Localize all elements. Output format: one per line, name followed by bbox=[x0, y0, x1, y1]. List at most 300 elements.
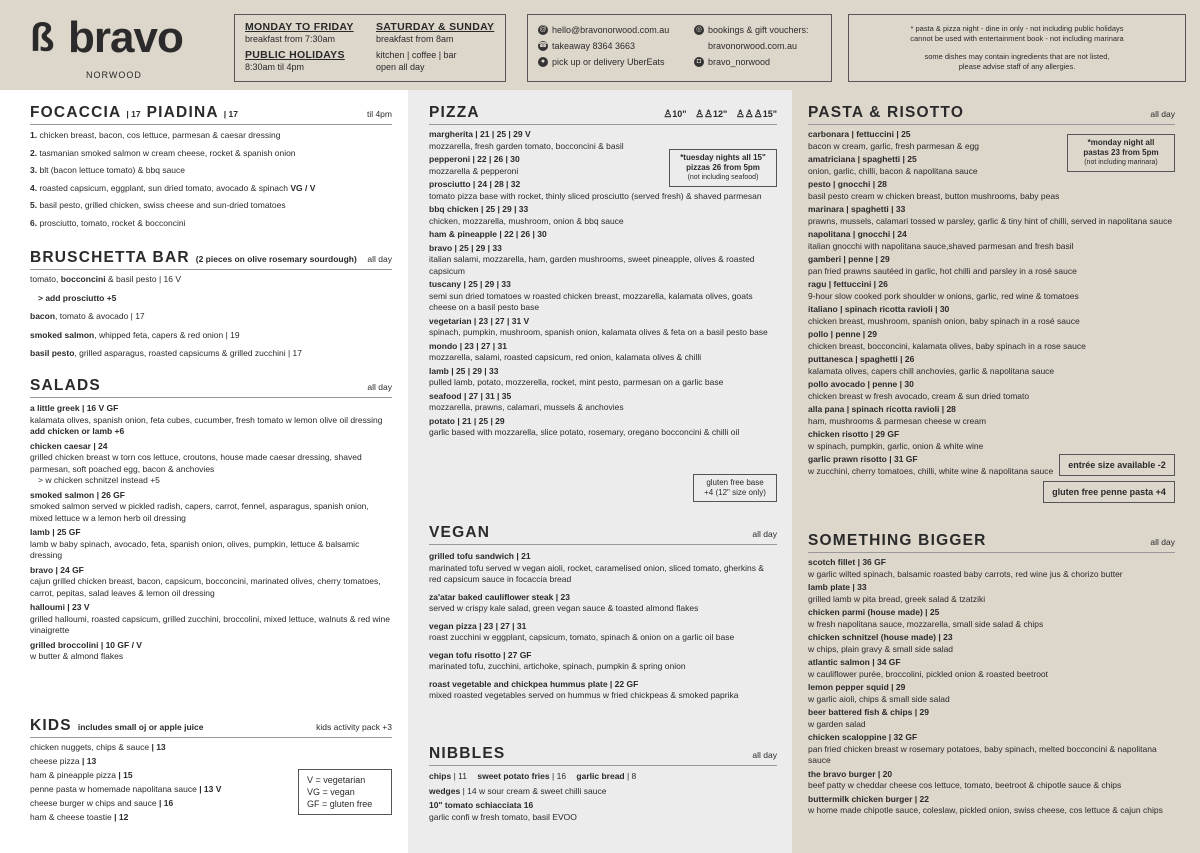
item-description: basil pesto, grilled chicken, swiss cheese and sun-dried tomatoes bbox=[39, 200, 286, 210]
item-description-text: marinated tofu, zucchini, artichoke, spinach, pumpkin & spring onion bbox=[429, 661, 686, 671]
item-name: smoked salmon bbox=[30, 329, 95, 340]
menu-item bbox=[808, 657, 1175, 680]
item-description bbox=[429, 661, 777, 673]
menu-item bbox=[808, 254, 1175, 277]
item-name: halloumi | 23 V bbox=[30, 602, 90, 612]
item-description-text: prawns, mussels, calamari tossed w parsley, garlic & tiny hint of chilli, served in napolitana sauce bbox=[808, 215, 1173, 226]
item-description-text: w chips, plain gravy & small side salad bbox=[808, 643, 954, 654]
item-name: italiano | spinach ricotta ravioli | 30 bbox=[808, 304, 950, 314]
item-name: amatriciana | spaghetti | 25 bbox=[808, 154, 917, 164]
nibble-schiacciata-price: 16 bbox=[523, 800, 534, 810]
item-text: , grilled asparagus, roasted capsicums & grilled zucchini | 17 bbox=[74, 348, 302, 358]
monday-promo-line3: (not including marinara) bbox=[1084, 159, 1158, 166]
item-description bbox=[429, 254, 777, 277]
nibble-sweet-potato-price: | 16 bbox=[552, 771, 567, 781]
item-price: | 12 bbox=[114, 812, 129, 822]
item-price: | 15 bbox=[118, 770, 133, 780]
location-label: NORWOOD bbox=[86, 70, 142, 80]
item-description-text: mozzarella, prawns, calamari, mussels & anchovies bbox=[429, 402, 624, 412]
item-number: 4. bbox=[30, 182, 38, 193]
vegan-hours: all day bbox=[752, 529, 777, 539]
item-name: ham & pineapple pizza bbox=[30, 770, 117, 780]
item-name: mondo | 23 | 27 | 31 bbox=[429, 340, 507, 351]
item-description bbox=[808, 216, 1175, 228]
opening-hours-box bbox=[234, 14, 506, 82]
nibble-wedges-desc: | 14 w sour cream & sweet chilli sauce bbox=[462, 785, 607, 796]
item-description bbox=[808, 316, 1175, 328]
note-line-2: cannot be used with entertainment book - not including marinara bbox=[910, 34, 1124, 43]
nibbles-list bbox=[429, 771, 777, 823]
item-extra: add chicken or lamb +6 bbox=[30, 426, 125, 436]
item-name: bacon bbox=[30, 311, 56, 321]
item-description bbox=[30, 539, 392, 562]
note-line-1: * pasta & pizza night - dine in only - not including public holidays bbox=[910, 24, 1124, 33]
tuesday-promo-line3: (not including seafood) bbox=[687, 174, 759, 181]
instagram-icon: ◘ bbox=[694, 57, 704, 67]
menu-item bbox=[429, 551, 777, 586]
item-name: ham & pineapple | 22 | 26 | 30 bbox=[429, 229, 547, 239]
item-name: tuscany | 25 | 29 | 33 bbox=[429, 279, 511, 289]
item-name: pollo avocado | penne | 30 bbox=[808, 379, 914, 389]
location-pin-icon: ● bbox=[538, 57, 548, 67]
item-description-text: w butter & almond flakes bbox=[30, 651, 124, 661]
item-name: scotch fillet | 36 GF bbox=[808, 557, 886, 567]
item-description-text: pan fried chicken breast w rosemary potatoes, baby spinach, melted bocconcini & napolitana sauce bbox=[808, 743, 1157, 765]
item-description bbox=[30, 501, 392, 524]
legend-gluten-free: GF = gluten free bbox=[307, 799, 373, 809]
item-name: a little greek | 16 V GF bbox=[30, 403, 119, 413]
item-description bbox=[808, 391, 1175, 403]
instagram-link[interactable]: bravo_norwood bbox=[708, 57, 771, 67]
focaccia-price: | 17 bbox=[126, 109, 141, 119]
menu-item bbox=[429, 279, 777, 314]
column-middle bbox=[408, 90, 792, 853]
menu-item bbox=[429, 229, 777, 241]
item-name: bravo | 24 GF bbox=[30, 564, 84, 575]
dietary-legend bbox=[298, 769, 392, 815]
item-price: | 16 bbox=[159, 798, 174, 808]
header-bar bbox=[0, 0, 1200, 90]
item-description bbox=[808, 694, 1175, 706]
monday-promo-line2: pastas 23 from 5pm bbox=[1083, 148, 1159, 157]
size-12: 12" bbox=[713, 109, 728, 119]
gluten-free-base-box bbox=[693, 474, 777, 502]
item-name: chicken scaloppine | 32 GF bbox=[808, 732, 918, 742]
menu-item bbox=[429, 679, 777, 702]
kids-title: KIDS bbox=[30, 717, 72, 734]
salads-section bbox=[30, 377, 392, 666]
menu-item bbox=[429, 243, 777, 278]
item-description-text: onion, garlic, chilli, bacon & napolitana sauce bbox=[808, 165, 978, 176]
monday-promo-box bbox=[1067, 134, 1175, 172]
item-description: chicken breast, bacon, cos lettuce, parmesan & caesar dressing bbox=[39, 130, 281, 140]
item-description: tasmanian smoked salmon w cream cheese, rocket & spanish onion bbox=[39, 147, 296, 158]
menu-item bbox=[30, 274, 392, 286]
item-description-text: chicken breast, bocconcini, kalamata olives, baby spinach in a rose sauce bbox=[808, 340, 1086, 351]
focaccia-section bbox=[30, 104, 392, 235]
menu-item bbox=[429, 621, 777, 644]
vegan-section bbox=[429, 524, 777, 708]
item-name: buttermilk chicken burger | 22 bbox=[808, 793, 929, 804]
item-description-text: beef patty w cheddar cheese cos lettuce, tomato, beetroot & chipotle sauce & chips bbox=[808, 780, 1122, 790]
item-description-text: w garlic wilted spinach, balsamic roasted baby carrots, red wine jus & chorizo butter bbox=[808, 568, 1123, 579]
item-description bbox=[808, 644, 1175, 656]
item-name: atlantic salmon | 34 GF bbox=[808, 657, 901, 667]
kids-section bbox=[30, 717, 392, 826]
gf-base-line2: +4 (12" size only) bbox=[704, 488, 766, 497]
phone-link[interactable]: takeaway 8364 3663 bbox=[552, 41, 636, 51]
item-name: napolitana | gnocchi | 24 bbox=[808, 229, 907, 239]
item-description-text: semi sun dried tomatoes w roasted chicken breast, mozzarella, kalamata olives, goats cheese on a basil pesto base bbox=[429, 290, 753, 312]
menu-item bbox=[429, 416, 777, 439]
nibble-garlic-bread-price: | 8 bbox=[626, 771, 637, 781]
nibble-sweet-potato: sweet potato fries bbox=[477, 771, 550, 781]
item-text: , tomato & avocado | 17 bbox=[55, 311, 145, 321]
menu-item bbox=[808, 329, 1175, 352]
item-description bbox=[429, 632, 777, 644]
entree-size-box: entrée size available -2 bbox=[1059, 454, 1175, 476]
item-name: vegan pizza | 23 | 27 | 31 bbox=[429, 620, 527, 631]
item-description-text: w home made chipotle sauce, coleslaw, pickled onion, swiss cheese, cos lettuce & cajun chips bbox=[808, 805, 1163, 815]
menu-item bbox=[429, 366, 777, 389]
item-description-text: served w crispy kale salad, green vegan sauce & toasted almond flakes bbox=[429, 603, 699, 613]
nibble-chips-price: | 11 bbox=[453, 771, 467, 781]
menu-item bbox=[30, 183, 392, 195]
website-link[interactable]: bravonorwood.com.au bbox=[708, 41, 798, 51]
item-name: lemon pepper squid | 29 bbox=[808, 682, 906, 692]
menu-item bbox=[429, 341, 777, 364]
item-description bbox=[808, 191, 1175, 203]
weekdays-text: breakfast from 7:30am bbox=[245, 34, 336, 44]
logo-mark: ß bbox=[30, 16, 55, 60]
weekend-title: SATURDAY & SUNDAY bbox=[376, 21, 495, 33]
weekdays-title: MONDAY TO FRIDAY bbox=[245, 21, 354, 33]
item-name: bravo | 25 | 29 | 33 bbox=[429, 242, 502, 253]
item-description-text: roast zucchini w eggplant, capsicum, tomato, spinach & onion on a garlic oil base bbox=[429, 632, 735, 642]
item-number: 6. bbox=[30, 217, 38, 228]
menu-item bbox=[30, 165, 392, 177]
item-description bbox=[808, 266, 1175, 278]
item-description-text: w fresh napolitana sauce, mozzarella, small side salad & chips bbox=[808, 618, 1044, 629]
item-description bbox=[808, 291, 1175, 303]
item-name: cheese burger w chips and sauce bbox=[30, 798, 157, 808]
focaccia-hours: til 4pm bbox=[366, 109, 392, 119]
item-name: vegan tofu risotto | 27 GF bbox=[429, 649, 532, 660]
tuesday-promo-line1: *tuesday nights all 15" bbox=[680, 153, 766, 162]
menu-item bbox=[429, 204, 777, 227]
nibble-schiacciata-desc: garlic confi w fresh tomato, basil EVOO bbox=[429, 811, 577, 822]
item-text: tomato, bbox=[30, 274, 61, 284]
item-price: | 13 bbox=[151, 742, 166, 752]
menu-item bbox=[808, 632, 1175, 655]
notes-box bbox=[848, 14, 1186, 82]
item-description-text: 9-hour slow cooked pork shoulder w onions, garlic, red wine & tomatoes bbox=[808, 290, 1079, 301]
item-name: beer battered fish & chips | 29 bbox=[808, 707, 929, 717]
item-description-text: italian gnocchi with napolitana sauce,shaved parmesan and fresh basil bbox=[808, 240, 1074, 251]
item-description bbox=[30, 576, 392, 599]
menu-item bbox=[30, 148, 392, 160]
item-description-text: w garden salad bbox=[808, 718, 866, 729]
item-name: lamb | 25 | 29 | 33 bbox=[429, 365, 499, 376]
menu-item bbox=[30, 742, 392, 754]
menu-item bbox=[30, 565, 392, 600]
menu-item bbox=[30, 293, 392, 305]
item-description-text: mozzarella, fresh garden tomato, bocconcini & basil bbox=[429, 140, 624, 151]
email-link[interactable]: hello@bravonorwood.com.au bbox=[552, 25, 670, 35]
item-description bbox=[429, 352, 777, 364]
item-name: the bravo burger | 20 bbox=[808, 768, 893, 779]
item-name: alla pana | spinach ricotta ravioli | 28 bbox=[808, 404, 956, 414]
menu-item bbox=[30, 527, 392, 562]
item-name: roast vegetable and chickpea hummus plate | 22 GF bbox=[429, 678, 639, 689]
menu-item bbox=[808, 179, 1175, 202]
legend-vegetarian: V = vegetarian bbox=[307, 775, 366, 785]
menu-item bbox=[808, 229, 1175, 252]
item-name: pesto | gnocchi | 28 bbox=[808, 179, 887, 189]
size-15: 15" bbox=[762, 109, 777, 119]
item-description-text: mozzarella & pepperoni bbox=[429, 165, 519, 176]
item-name: chicken caesar | 24 bbox=[30, 440, 108, 451]
menu-item bbox=[429, 391, 777, 414]
menu-item bbox=[808, 404, 1175, 427]
menu-item bbox=[30, 403, 392, 438]
item-addon: > w chicken schnitzel instead +5 bbox=[38, 475, 160, 485]
item-description-text: smoked salmon served w pickled radish, capers, carrot, fennel, asparagus, spanish onion, mixed lettuce w a lemon herb oil dressing bbox=[30, 501, 369, 523]
nibble-schiacciata: 10" tomato schiacciata bbox=[429, 800, 522, 810]
item-price: | 13 bbox=[82, 756, 97, 766]
item-name: grilled tofu sandwich | 21 bbox=[429, 551, 531, 561]
item-name: smoked salmon | 26 GF bbox=[30, 489, 125, 500]
delivery-text: pick up or delivery UberEats bbox=[552, 57, 665, 67]
pasta-title: PASTA & RISOTTO bbox=[808, 104, 965, 121]
item-name: > add prosciutto +5 bbox=[38, 292, 117, 303]
menu-item bbox=[808, 682, 1175, 705]
menu-item bbox=[30, 200, 392, 212]
email-icon: @ bbox=[539, 26, 547, 33]
item-description-text: basil pesto cream w chicken breast, button mushrooms, baby peas bbox=[808, 190, 1060, 201]
item-name: prosciutto | 24 | 28 | 32 bbox=[429, 179, 521, 189]
item-description-text: grilled halloumi, roasted capsicum, grilled zucchini, broccolini, mixed lettuce, walnuts & red wine vinaigrette bbox=[30, 613, 390, 635]
item-description: prosciutto, tomato, rocket & bocconcini bbox=[39, 217, 186, 228]
focaccia-title: FOCACCIA bbox=[30, 104, 122, 121]
item-text: & basil pesto | 16 V bbox=[105, 274, 182, 284]
item-price: | 13 V bbox=[199, 784, 222, 794]
item-name: chicken nuggets, chips & sauce bbox=[30, 742, 150, 752]
item-description bbox=[808, 594, 1175, 606]
nibble-garlic-bread: garlic bread bbox=[576, 771, 625, 781]
item-description bbox=[429, 377, 777, 389]
item-description bbox=[429, 191, 777, 203]
item-name: seafood | 27 | 31 | 35 bbox=[429, 390, 512, 401]
item-description bbox=[429, 690, 777, 702]
nibble-chips: chips bbox=[429, 771, 452, 781]
menu-item bbox=[808, 379, 1175, 402]
item-name: vegetarian | 23 | 27 | 31 V bbox=[429, 315, 530, 326]
item-name: grilled broccolini | 10 GF / V bbox=[30, 639, 142, 650]
item-description-text: chicken breast, mushroom, spanish onion, baby spinach in a rosé sauce bbox=[808, 315, 1080, 326]
item-name: penne pasta w homemade napolitana sauce bbox=[30, 784, 197, 794]
item-description-text: chicken breast w fresh avocado, cream & sun dried tomato bbox=[808, 390, 1030, 401]
item-number: 1. bbox=[30, 130, 38, 140]
column-right bbox=[792, 90, 1200, 853]
item-description bbox=[808, 341, 1175, 353]
salads-title: SALADS bbox=[30, 377, 101, 394]
menu-item bbox=[30, 490, 392, 525]
item-description-text: garlic based with mozzarella, slice potato, rosemary, oregano bocconcini & chilli oil bbox=[429, 427, 740, 437]
item-name: marinara | spaghetti | 33 bbox=[808, 204, 906, 214]
bruschetta-subtitle: (2 pieces on olive rosemary sourdough) bbox=[195, 254, 357, 264]
menu-item bbox=[808, 732, 1175, 767]
nibbles-section bbox=[429, 745, 777, 823]
gf-base-line1: gluten free base bbox=[706, 478, 764, 487]
holidays-text: 8:30am til 4pm bbox=[245, 62, 305, 72]
item-description-text: chicken, mozzarella, mushroom, onion & bbq sauce bbox=[429, 215, 624, 226]
menu-item bbox=[30, 130, 392, 142]
pasta-section bbox=[808, 104, 1175, 497]
item-description-text: tomato pizza base with rocket, thinly sliced prosciutto (served fresh) & shaved parmesan bbox=[429, 190, 762, 201]
kids-subtitle: includes small oj or apple juice bbox=[77, 722, 204, 732]
item-name: carbonara | fettuccini | 25 bbox=[808, 129, 911, 139]
item-description-text: cajun grilled chicken breast, bacon, capsicum, bocconcini, marinated olives, cherry tomatoes, carrot, pepitas, salad leaves & lemon oil dressing bbox=[30, 576, 381, 598]
item-description-text: w garlic aioli, chips & small side salad bbox=[808, 693, 950, 704]
item-description-text: mixed roasted vegetables served on hummus w fried chickpeas & smoked paprika bbox=[429, 690, 739, 700]
item-description bbox=[808, 744, 1175, 767]
item-name: lamb | 25 GF bbox=[30, 527, 81, 537]
item-description-text: w zucchini, cherry tomatoes, chilli, white wine & napolitana sauce bbox=[808, 465, 1054, 476]
item-description bbox=[429, 402, 777, 414]
item-description bbox=[429, 216, 777, 228]
item-description bbox=[808, 569, 1175, 581]
item-description bbox=[429, 427, 777, 439]
weekend-text: breakfast from 8am bbox=[376, 34, 454, 44]
item-description bbox=[808, 619, 1175, 631]
logo bbox=[30, 13, 183, 62]
group-icon: ♙♙♙ bbox=[735, 109, 763, 120]
item-description-text: pan fried prawns sautéed in garlic, hot chilli and parsley in a rosé sauce bbox=[808, 265, 1077, 276]
item-description-text: marinated tofu served w vegan aioli, rocket, caramelised onion, sliced tomato, gherkins & red capsicum sauce in focaccia bread bbox=[429, 562, 764, 584]
menu-item bbox=[30, 218, 392, 230]
item-description-text: spinach, pumpkin, mushroom, spanish onion, kalamata olives & feta on a basil pesto base bbox=[429, 327, 768, 337]
person-icon: ♙ bbox=[663, 109, 673, 120]
item-description-text: w spinach, pumpkin, garlic, onion & white wine bbox=[808, 440, 984, 451]
bookings-text: bookings & gift vouchers: bbox=[708, 25, 809, 35]
item-name: potato | 21 | 25 | 29 bbox=[429, 415, 505, 426]
menu-item bbox=[429, 650, 777, 673]
piadina-title: PIADINA bbox=[146, 104, 219, 121]
kids-activity: kids activity pack +3 bbox=[316, 722, 392, 732]
item-description-text: mozzarella, salami, roasted capsicum, red onion, kalamata olives & chilli bbox=[429, 352, 702, 362]
open-text: open all day bbox=[376, 62, 425, 72]
item-name: za'atar baked cauliflower steak | 23 bbox=[429, 591, 570, 602]
menu-item bbox=[808, 354, 1175, 377]
menu-item bbox=[808, 204, 1175, 227]
menu-item bbox=[808, 769, 1175, 792]
item-description-text: grilled chicken breast w torn cos lettuce, croutons, house made caesar dressing, shaved parmesan, soft poached egg, bacon & anchovies bbox=[30, 452, 362, 474]
item-description bbox=[808, 669, 1175, 681]
monday-promo-line1: *monday night all bbox=[1087, 138, 1155, 147]
item-name: chicken parmi (house made) | 25 bbox=[808, 607, 940, 617]
bigger-hours: all day bbox=[1150, 537, 1175, 547]
item-description-text: italian salami, mozzarella, ham, garden mushrooms, sweet pineapple, olives & roasted capsicum bbox=[429, 254, 755, 276]
contact-box bbox=[527, 14, 832, 82]
item-name: margherita | 21 | 25 | 29 V bbox=[429, 129, 531, 139]
item-description bbox=[30, 452, 392, 475]
item-name: pepperoni | 22 | 26 | 30 bbox=[429, 154, 520, 164]
menu-item bbox=[30, 441, 392, 487]
item-description bbox=[808, 780, 1175, 792]
item-number: 5. bbox=[30, 200, 38, 210]
item-description bbox=[429, 603, 777, 615]
menu-item bbox=[808, 582, 1175, 605]
bigger-section bbox=[808, 532, 1175, 819]
menu-item bbox=[808, 304, 1175, 327]
tuesday-promo-box bbox=[669, 149, 777, 187]
nibble-wedges: wedges bbox=[429, 785, 461, 796]
item-description: blt (bacon lettuce tomato) & bbq sauce bbox=[39, 165, 185, 175]
legend-vegan: VG = vegan bbox=[307, 787, 355, 797]
item-description-text: kalamata olives, capers chill anchovies, garlic & napolitana sauce bbox=[808, 365, 1055, 376]
menu-item bbox=[429, 316, 777, 339]
item-name: puttanesca | spaghetti | 26 bbox=[808, 354, 915, 364]
item-description bbox=[429, 291, 777, 314]
item-number: 2. bbox=[30, 147, 38, 158]
pizza-title: PIZZA bbox=[429, 104, 480, 121]
nibbles-hours: all day bbox=[752, 750, 777, 760]
item-name: basil pesto bbox=[30, 348, 75, 358]
menu-item bbox=[808, 557, 1175, 580]
item-name: lamb plate | 33 bbox=[808, 582, 867, 592]
menu-item bbox=[30, 311, 392, 323]
note-line-4: please advise staff of any allergies. bbox=[958, 62, 1076, 71]
item-name: garlic prawn risotto | 31 GF bbox=[808, 454, 918, 464]
menu-item bbox=[30, 640, 392, 663]
gluten-free-pasta-box: gluten free penne pasta +4 bbox=[1043, 481, 1175, 503]
item-description bbox=[429, 563, 777, 586]
item-name: chicken schnitzel (house made) | 23 bbox=[808, 632, 953, 642]
menu-item bbox=[30, 348, 392, 360]
menu-item bbox=[30, 330, 392, 342]
item-description bbox=[808, 719, 1175, 731]
item-description bbox=[30, 651, 392, 663]
piadina-price: | 17 bbox=[223, 109, 238, 119]
item-description: roasted capsicum, eggplant, sun dried tomato, avocado & spinach bbox=[39, 182, 289, 193]
item-name: bbq chicken | 25 | 29 | 33 bbox=[429, 204, 529, 214]
note-line-3: some dishes may contain ingredients that are not listed, bbox=[924, 52, 1110, 61]
item-description bbox=[808, 241, 1175, 253]
pasta-hours: all day bbox=[1150, 109, 1175, 119]
item-description-text: w cauliflower purée, broccolini, pickled onion & roasted beetroot bbox=[808, 668, 1049, 679]
salads-hours: all day bbox=[367, 382, 392, 392]
item-name: ragu | fettuccini | 26 bbox=[808, 279, 888, 289]
item-description bbox=[808, 416, 1175, 428]
item-description bbox=[808, 366, 1175, 378]
pizza-section bbox=[429, 104, 777, 497]
item-description bbox=[30, 415, 392, 438]
size-10: 10" bbox=[672, 109, 687, 119]
item-text: , whipped feta, capers & red onion | 19 bbox=[94, 329, 240, 340]
menu-item bbox=[808, 794, 1175, 817]
menu-item bbox=[30, 602, 392, 637]
item-name: cheese pizza bbox=[30, 756, 80, 766]
kitchen-text: kitchen | coffee | bar bbox=[376, 50, 457, 60]
item-name: gamberi | penne | 29 bbox=[808, 254, 890, 264]
menu-item bbox=[808, 707, 1175, 730]
holidays-title: PUBLIC HOLIDAYS bbox=[245, 49, 345, 61]
nibbles-title: NIBBLES bbox=[429, 745, 506, 762]
menu-item bbox=[429, 592, 777, 615]
item-description-text: bacon w cream, garlic, fresh parmesan & egg bbox=[808, 140, 980, 151]
menu-item bbox=[808, 279, 1175, 302]
